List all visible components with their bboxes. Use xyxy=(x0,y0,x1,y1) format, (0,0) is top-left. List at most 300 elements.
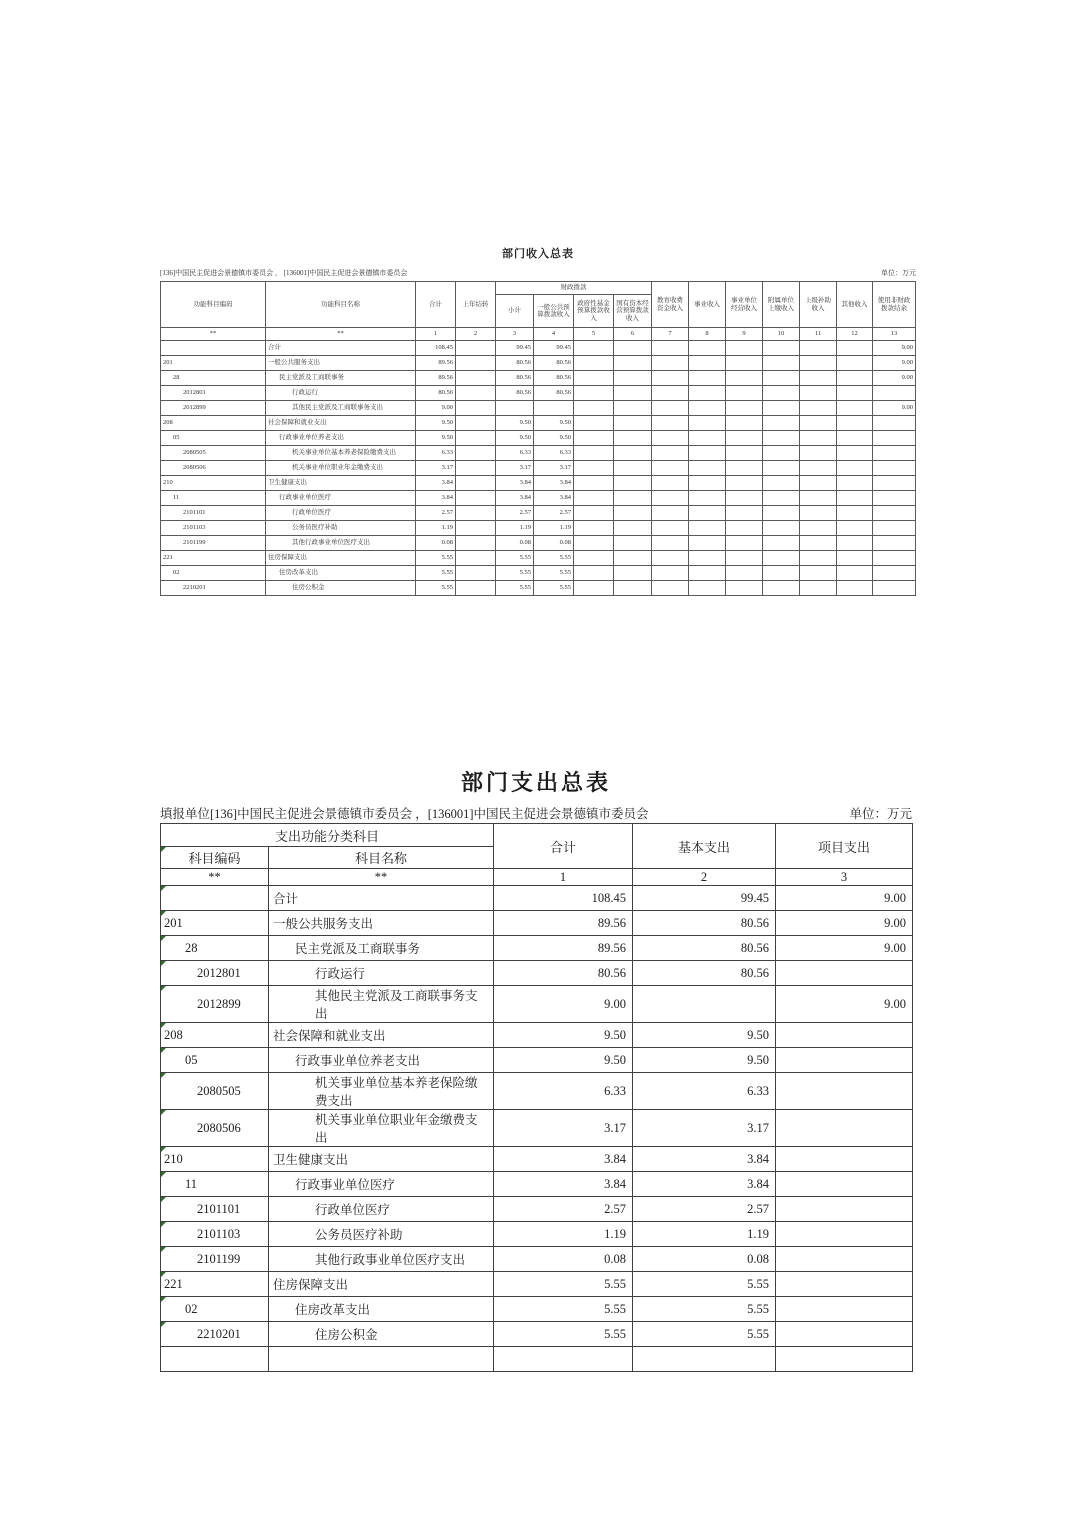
income-value-cell xyxy=(800,416,837,431)
expense-name-cell: 卫生健康支出 xyxy=(269,1147,494,1172)
expense-code-cell: 02 xyxy=(161,1297,269,1322)
expense-name-cell: 其他民主党派及工商联事务支出 xyxy=(269,986,494,1023)
expense-basic-cell: 3.84 xyxy=(633,1147,776,1172)
income-value-cell xyxy=(614,386,652,401)
income-table-row xyxy=(161,581,916,596)
income-value-cell xyxy=(456,536,496,551)
income-value-cell xyxy=(652,581,689,596)
expense-project-cell xyxy=(776,1272,913,1297)
expense-code-cell: 201 xyxy=(161,911,269,936)
income-value-cell xyxy=(652,476,689,491)
income-value-cell xyxy=(763,536,800,551)
income-value-cell xyxy=(689,341,726,356)
income-index-cell: ** xyxy=(266,328,416,341)
expense-empty-cell xyxy=(494,1347,633,1372)
income-name-cell: 住房改革支出 xyxy=(266,566,416,581)
income-value-cell: 2.57 xyxy=(416,506,456,521)
expense-basic-cell: 5.55 xyxy=(633,1322,776,1347)
income-value-cell xyxy=(574,536,614,551)
income-value-cell xyxy=(726,416,763,431)
expense-table-row xyxy=(161,1272,913,1297)
income-value-cell: 80.56 xyxy=(416,386,456,401)
expense-code-cell: 208 xyxy=(161,1023,269,1048)
income-value-cell xyxy=(726,521,763,536)
income-index-cell: 4 xyxy=(534,328,574,341)
income-value-cell xyxy=(574,551,614,566)
expense-basic-cell: 80.56 xyxy=(633,911,776,936)
income-value-cell xyxy=(837,521,873,536)
income-value-cell xyxy=(726,566,763,581)
income-value-cell: 5.55 xyxy=(534,566,574,581)
expense-total-cell: 89.56 xyxy=(494,911,633,936)
expense-code-cell: 28 xyxy=(161,936,269,961)
expense-basic-cell: 80.56 xyxy=(633,936,776,961)
income-value-cell xyxy=(652,461,689,476)
expense-name-cell: 行政事业单位医疗 xyxy=(269,1172,494,1197)
expense-project-cell: 9.00 xyxy=(776,936,913,961)
income-value-cell xyxy=(763,506,800,521)
income-value-cell xyxy=(763,491,800,506)
income-value-cell xyxy=(614,521,652,536)
income-table-row xyxy=(161,506,916,521)
income-value-cell xyxy=(652,371,689,386)
income-value-cell: 9.00 xyxy=(873,356,916,371)
income-table-row xyxy=(161,446,916,461)
income-value-cell: 3.84 xyxy=(496,491,534,506)
income-value-cell: 5.55 xyxy=(496,566,534,581)
income-code-cell xyxy=(161,341,266,356)
income-value-cell xyxy=(726,446,763,461)
expense-name-cell: 民主党派及工商联事务 xyxy=(269,936,494,961)
income-value-cell xyxy=(763,521,800,536)
expense-code-cell: 2080505 xyxy=(161,1073,269,1110)
income-value-cell xyxy=(456,446,496,461)
expense-project-cell xyxy=(776,1247,913,1272)
expense-code-cell: 2012801 xyxy=(161,961,269,986)
expense-table-row xyxy=(161,1073,913,1110)
income-value-cell xyxy=(456,506,496,521)
income-code-cell: 11 xyxy=(161,491,266,506)
expense-name-cell: 合计 xyxy=(269,886,494,911)
income-code-cell: 02 xyxy=(161,566,266,581)
income-table-row xyxy=(161,491,916,506)
income-value-cell xyxy=(574,581,614,596)
income-table-body xyxy=(161,341,916,596)
income-value-cell xyxy=(726,506,763,521)
income-value-cell: 89.56 xyxy=(416,356,456,371)
income-value-cell xyxy=(837,356,873,371)
income-table-title: 部门收入总表 xyxy=(502,248,574,260)
income-value-cell xyxy=(873,386,916,401)
income-value-cell: 9.00 xyxy=(416,401,456,416)
income-value-cell: 80.56 xyxy=(496,386,534,401)
expense-table-row xyxy=(161,911,913,936)
income-value-cell xyxy=(763,371,800,386)
income-value-cell xyxy=(456,431,496,446)
income-value-cell xyxy=(763,551,800,566)
income-value-cell xyxy=(614,581,652,596)
income-value-cell xyxy=(614,536,652,551)
income-value-cell xyxy=(800,446,837,461)
income-value-cell xyxy=(456,521,496,536)
income-value-cell: 1.19 xyxy=(416,521,456,536)
expense-project-cell xyxy=(776,1147,913,1172)
income-section xyxy=(160,245,916,596)
expense-total-cell: 9.50 xyxy=(494,1048,633,1073)
expense-name-cell: 社会保障和就业支出 xyxy=(269,1023,494,1048)
income-code-cell: 2080505 xyxy=(161,446,266,461)
income-value-cell xyxy=(689,416,726,431)
income-value-cell: 9.00 xyxy=(873,341,916,356)
expense-code-cell: 2101101 xyxy=(161,1197,269,1222)
income-value-cell xyxy=(689,386,726,401)
income-value-cell: 5.55 xyxy=(496,581,534,596)
income-code-cell: 28 xyxy=(161,371,266,386)
income-value-cell xyxy=(456,461,496,476)
expense-table-row xyxy=(161,961,913,986)
income-value-cell xyxy=(574,521,614,536)
income-value-cell xyxy=(837,371,873,386)
expense-index-cell: 1 xyxy=(494,869,633,886)
income-value-cell: 80.56 xyxy=(496,371,534,386)
income-value-cell xyxy=(574,401,614,416)
expense-basic-cell: 99.45 xyxy=(633,886,776,911)
income-name-cell: 行政运行 xyxy=(266,386,416,401)
expense-total-cell: 80.56 xyxy=(494,961,633,986)
income-value-cell xyxy=(800,536,837,551)
expense-table-row xyxy=(161,1023,913,1048)
income-value-cell: 5.55 xyxy=(534,551,574,566)
income-value-cell xyxy=(763,476,800,491)
expense-col-name: 科目名称 xyxy=(269,847,494,869)
income-index-cell: 9 xyxy=(726,328,763,341)
income-value-cell xyxy=(800,356,837,371)
income-index-cell: 11 xyxy=(800,328,837,341)
income-value-cell xyxy=(652,551,689,566)
income-value-cell: 3.17 xyxy=(496,461,534,476)
expense-project-cell xyxy=(776,1222,913,1247)
income-value-cell xyxy=(837,506,873,521)
income-value-cell xyxy=(726,356,763,371)
expense-name-cell: 行政运行 xyxy=(269,961,494,986)
income-code-cell: 201 xyxy=(161,356,266,371)
expense-index-row xyxy=(161,869,913,886)
income-col-name: 功能科目名称 xyxy=(266,282,416,328)
income-table-row xyxy=(161,566,916,581)
income-value-cell xyxy=(652,536,689,551)
income-value-cell xyxy=(456,356,496,371)
expense-basic-cell: 5.55 xyxy=(633,1297,776,1322)
income-value-cell xyxy=(614,446,652,461)
income-col-total: 合计 xyxy=(416,282,456,328)
income-value-cell xyxy=(456,551,496,566)
income-table xyxy=(160,281,916,596)
income-value-cell xyxy=(689,371,726,386)
income-index-cell: 13 xyxy=(873,328,916,341)
income-value-cell xyxy=(574,446,614,461)
income-value-cell xyxy=(574,461,614,476)
income-value-cell xyxy=(837,476,873,491)
expense-basic-cell: 6.33 xyxy=(633,1073,776,1110)
income-value-cell: 80.56 xyxy=(534,356,574,371)
income-value-cell: 3.84 xyxy=(496,476,534,491)
expense-project-cell: 9.00 xyxy=(776,986,913,1023)
income-value-cell: 5.55 xyxy=(416,581,456,596)
expense-table-row xyxy=(161,1048,913,1073)
income-value-cell xyxy=(614,356,652,371)
expense-name-cell: 行政单位医疗 xyxy=(269,1197,494,1222)
income-value-cell xyxy=(652,416,689,431)
income-value-cell: 99.45 xyxy=(496,341,534,356)
income-name-cell: 公务员医疗补助 xyxy=(266,521,416,536)
income-value-cell xyxy=(873,566,916,581)
expense-code-cell: 221 xyxy=(161,1272,269,1297)
income-value-cell xyxy=(456,566,496,581)
income-col-fiscal-subtotal: 小计 xyxy=(496,295,534,328)
income-code-cell: 05 xyxy=(161,431,266,446)
income-value-cell xyxy=(800,521,837,536)
income-value-cell: 6.33 xyxy=(496,446,534,461)
income-value-cell xyxy=(800,491,837,506)
income-value-cell xyxy=(726,341,763,356)
income-value-cell xyxy=(574,341,614,356)
income-value-cell xyxy=(800,431,837,446)
expense-index-cell: ** xyxy=(161,869,269,886)
income-value-cell: 5.55 xyxy=(416,566,456,581)
expense-project-cell: 9.00 xyxy=(776,886,913,911)
income-value-cell: 0.08 xyxy=(534,536,574,551)
income-index-cell: 3 xyxy=(496,328,534,341)
income-value-cell xyxy=(873,536,916,551)
income-table-row xyxy=(161,356,916,371)
income-col-carryover: 上年结转 xyxy=(456,282,496,328)
expense-subtitle-row xyxy=(160,804,912,822)
income-value-cell xyxy=(614,476,652,491)
expense-project-cell xyxy=(776,1073,913,1110)
expense-table-row xyxy=(161,1322,913,1347)
income-value-cell: 9.50 xyxy=(496,431,534,446)
income-value-cell xyxy=(614,416,652,431)
income-value-cell: 2.57 xyxy=(496,506,534,521)
income-value-cell xyxy=(574,431,614,446)
expense-project-cell xyxy=(776,1110,913,1147)
income-value-cell xyxy=(496,401,534,416)
expense-total-cell: 89.56 xyxy=(494,936,633,961)
expense-project-cell xyxy=(776,1197,913,1222)
income-table-row xyxy=(161,521,916,536)
income-value-cell xyxy=(837,566,873,581)
expense-code-cell: 05 xyxy=(161,1048,269,1073)
income-code-cell: 2101101 xyxy=(161,506,266,521)
income-value-cell xyxy=(763,461,800,476)
income-value-cell xyxy=(763,401,800,416)
income-value-cell xyxy=(652,446,689,461)
expense-project-cell xyxy=(776,1172,913,1197)
income-value-cell: 3.84 xyxy=(534,476,574,491)
expense-table-row xyxy=(161,1197,913,1222)
expense-basic-cell: 0.08 xyxy=(633,1247,776,1272)
income-code-cell: 2080506 xyxy=(161,461,266,476)
expense-empty-cell xyxy=(161,1347,269,1372)
income-table-row xyxy=(161,401,916,416)
income-value-cell xyxy=(873,476,916,491)
expense-total-cell: 9.00 xyxy=(494,986,633,1023)
income-value-cell: 3.84 xyxy=(416,476,456,491)
expense-name-cell: 住房改革支出 xyxy=(269,1297,494,1322)
expense-project-cell xyxy=(776,1048,913,1073)
expense-total-cell: 9.50 xyxy=(494,1023,633,1048)
income-value-cell xyxy=(614,431,652,446)
income-code-cell: 2012899 xyxy=(161,401,266,416)
expense-total-cell: 5.55 xyxy=(494,1272,633,1297)
expense-table-row xyxy=(161,1110,913,1147)
expense-name-cell: 机关事业单位基本养老保险缴费支出 xyxy=(269,1073,494,1110)
income-index-cell: 5 xyxy=(574,328,614,341)
income-value-cell xyxy=(689,506,726,521)
expense-table-title: 部门支出总表 xyxy=(460,770,611,795)
expense-total-cell: 5.55 xyxy=(494,1297,633,1322)
income-value-cell xyxy=(652,521,689,536)
income-value-cell xyxy=(456,401,496,416)
income-value-cell xyxy=(800,506,837,521)
expense-total-cell: 6.33 xyxy=(494,1073,633,1110)
income-code-cell: 2012801 xyxy=(161,386,266,401)
income-value-cell: 3.17 xyxy=(416,461,456,476)
income-value-cell xyxy=(726,491,763,506)
expense-project-cell xyxy=(776,1322,913,1347)
income-index-cell: 10 xyxy=(763,328,800,341)
income-value-cell xyxy=(873,521,916,536)
income-value-cell: 0.08 xyxy=(496,536,534,551)
income-value-cell xyxy=(689,536,726,551)
expense-code-cell: 2101103 xyxy=(161,1222,269,1247)
expense-section xyxy=(160,766,912,1372)
income-col-fiscal-group: 财政拨款 xyxy=(496,282,652,295)
income-col-general-budget: 一般公共预算拨款收入 xyxy=(534,295,574,328)
income-value-cell xyxy=(726,581,763,596)
income-value-cell xyxy=(534,401,574,416)
income-value-cell xyxy=(763,581,800,596)
expense-index-cell: 2 xyxy=(633,869,776,886)
expense-empty-cell xyxy=(269,1347,494,1372)
income-code-cell: 221 xyxy=(161,551,266,566)
income-value-cell xyxy=(652,506,689,521)
income-table-row xyxy=(161,431,916,446)
income-name-cell: 行政单位医疗 xyxy=(266,506,416,521)
income-index-cell: 8 xyxy=(689,328,726,341)
income-value-cell xyxy=(614,551,652,566)
income-name-cell: 机关事业单位职业年金缴费支出 xyxy=(266,461,416,476)
expense-table-row xyxy=(161,886,913,911)
expense-col-function-group: 支出功能分类科目 xyxy=(161,824,494,847)
income-name-cell: 行政事业单位医疗 xyxy=(266,491,416,506)
income-table-row xyxy=(161,386,916,401)
expense-table-row xyxy=(161,936,913,961)
income-value-cell xyxy=(574,416,614,431)
income-table-row xyxy=(161,371,916,386)
income-reporting-unit: [136]中国民主促进会景德镇市委员会 ， [136001]中国民主促进会景德镇市委员会 xyxy=(160,269,408,277)
income-code-cell: 2210201 xyxy=(161,581,266,596)
income-value-cell: 9.00 xyxy=(873,401,916,416)
expense-basic-cell: 9.50 xyxy=(633,1023,776,1048)
income-value-cell xyxy=(574,386,614,401)
expense-basic-cell: 5.55 xyxy=(633,1272,776,1297)
income-col-education-fee: 教育收费资金收入 xyxy=(652,282,689,328)
income-value-cell xyxy=(689,446,726,461)
expense-code-cell: 210 xyxy=(161,1147,269,1172)
income-value-cell xyxy=(837,431,873,446)
income-value-cell xyxy=(763,341,800,356)
expense-empty-row xyxy=(161,1347,913,1372)
income-value-cell xyxy=(837,491,873,506)
income-table-row xyxy=(161,551,916,566)
income-value-cell: 3.17 xyxy=(534,461,574,476)
income-value-cell xyxy=(837,416,873,431)
expense-name-cell: 其他行政事业单位医疗支出 xyxy=(269,1247,494,1272)
income-col-superior-subsidy: 上级补助收入 xyxy=(800,282,837,328)
income-value-cell: 1.19 xyxy=(534,521,574,536)
expense-code-cell: 2080506 xyxy=(161,1110,269,1147)
income-value-cell xyxy=(763,416,800,431)
income-value-cell xyxy=(837,536,873,551)
income-value-cell xyxy=(837,551,873,566)
income-value-cell xyxy=(614,341,652,356)
expense-project-cell xyxy=(776,961,913,986)
income-value-cell xyxy=(689,551,726,566)
income-value-cell xyxy=(763,356,800,371)
income-value-cell xyxy=(873,431,916,446)
expense-index-cell: ** xyxy=(269,869,494,886)
income-value-cell xyxy=(873,446,916,461)
income-table-row xyxy=(161,416,916,431)
income-value-cell xyxy=(800,341,837,356)
income-value-cell: 9.50 xyxy=(416,416,456,431)
expense-code-cell xyxy=(161,886,269,911)
expense-basic-cell: 80.56 xyxy=(633,961,776,986)
income-name-cell: 卫生健康支出 xyxy=(266,476,416,491)
expense-total-cell: 0.08 xyxy=(494,1247,633,1272)
expense-project-cell xyxy=(776,1297,913,1322)
income-value-cell: 5.55 xyxy=(496,551,534,566)
income-value-cell xyxy=(873,491,916,506)
income-name-cell: 住房保障支出 xyxy=(266,551,416,566)
income-value-cell xyxy=(456,581,496,596)
income-value-cell xyxy=(652,431,689,446)
income-name-cell: 住房公积金 xyxy=(266,581,416,596)
income-value-cell xyxy=(574,491,614,506)
income-value-cell xyxy=(614,506,652,521)
expense-total-cell: 3.17 xyxy=(494,1110,633,1147)
income-value-cell: 9.00 xyxy=(873,371,916,386)
expense-table-body xyxy=(161,886,913,1372)
expense-total-cell: 5.55 xyxy=(494,1322,633,1347)
income-name-cell: 民主党派及工商联事务 xyxy=(266,371,416,386)
expense-code-cell: 2210201 xyxy=(161,1322,269,1347)
income-col-code: 功能科目编码 xyxy=(161,282,266,328)
income-table-row xyxy=(161,461,916,476)
income-value-cell: 80.56 xyxy=(534,386,574,401)
income-value-cell: 6.33 xyxy=(534,446,574,461)
income-value-cell xyxy=(873,551,916,566)
income-value-cell: 5.55 xyxy=(534,581,574,596)
income-table-row xyxy=(161,536,916,551)
income-value-cell: 3.84 xyxy=(416,491,456,506)
income-value-cell xyxy=(837,461,873,476)
income-value-cell xyxy=(652,401,689,416)
income-value-cell: 9.50 xyxy=(496,416,534,431)
income-value-cell xyxy=(689,356,726,371)
expense-code-cell: 2101199 xyxy=(161,1247,269,1272)
